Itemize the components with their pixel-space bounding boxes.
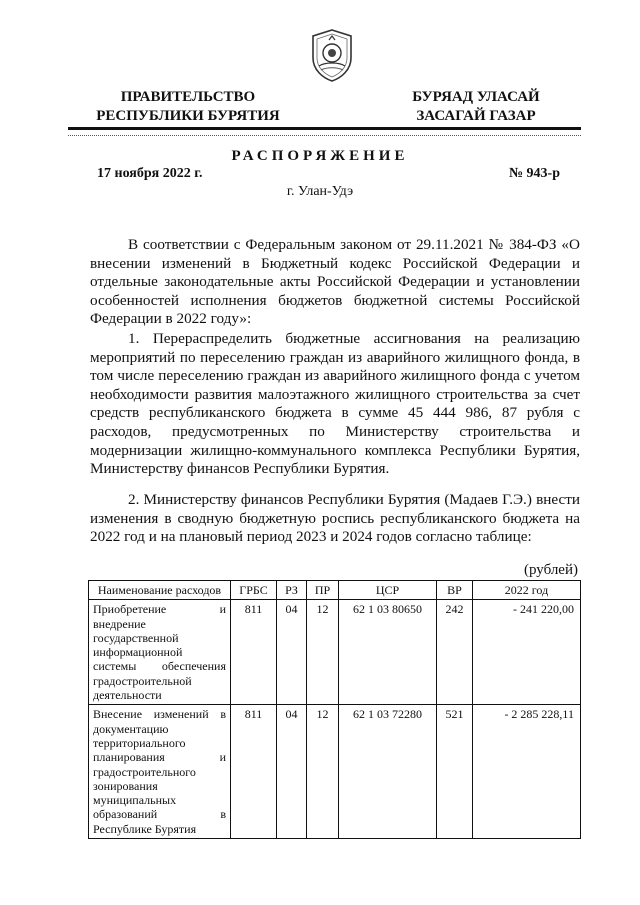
table-row: [89, 705, 581, 839]
header-csr: ЦСР: [339, 581, 437, 600]
paragraph-item-1: 1. Перераспределить бюджетные ассигнования на реализацию мероприятий по переселению граждан из аварийного жилищного фонда, в том числе переселению граждан из аварийного жилищного фонда с учетом необходимости развития малоэтажного жилищного строительства за счет средств республиканского бюджета в сумме 45 444 986, 87 рубля с расходов, предусмотренных по Министерству строительства и модернизации жилищно-коммунального комплекса Республики Бурятия, Министерству финансов Республики Бурятия.: [90, 330, 580, 478]
government-name: [88, 88, 288, 126]
cell-rz: 04: [277, 600, 307, 705]
coat-of-arms-icon: [307, 28, 357, 82]
header-name: Наименование расходов: [89, 581, 231, 600]
budget-table: [88, 580, 581, 839]
government-name-line1: ПРАВИТЕЛЬСТВО: [120, 89, 256, 105]
table-row: [89, 600, 581, 705]
header-rz: РЗ: [277, 581, 307, 600]
cell-grbs: 811: [231, 705, 277, 839]
government-name-buryat-line2: ЗАСАГАЙ ГАЗАР: [416, 108, 536, 124]
cell-amount: - 2 285 228,11: [473, 705, 581, 839]
document-title: РАСПОРЯЖЕНИЕ: [231, 148, 409, 164]
document-number: № 943-р: [508, 166, 560, 181]
paragraph-preamble: В соответствии с Федеральным законом от 29.11.2021 № 384-ФЗ «О внесении изменений в Бюджетный кодекс Российской Федерации и отдельные законодательные акты Российской Федерации и установлении особенностей исполнения бюджетов бюджетной системы Российской Федерации в 2022 году»:: [90, 236, 580, 328]
cell-name: Внесение изменений в документацию территориального планирования и градостроительного зонирования муниципальных образований в Республике Бурятия: [89, 705, 231, 839]
cell-pr: 12: [307, 600, 339, 705]
header-vr: ВР: [437, 581, 473, 600]
document-date: 17 ноября 2022 г.: [97, 166, 203, 181]
cell-vr: 521: [437, 705, 473, 839]
government-name-buryat-line1: БУРЯАД УЛАСАЙ: [412, 89, 540, 105]
paragraph-item-2: 2. Министерству финансов Республики Бурятия (Мадаев Г.Э.) внести изменения в сводную бюджетную роспись республиканского бюджета на 2022 год и на плановый период 2023 и 2024 годов согласно таблице:: [90, 491, 580, 546]
cell-pr: 12: [307, 705, 339, 839]
cell-grbs: 811: [231, 600, 277, 705]
document-city: г. Улан-Удэ: [286, 184, 354, 199]
table-header-row: [89, 581, 581, 600]
cell-name: Приобретение и внедрение государственной информационной системы обеспечения градостроительной деятельности: [89, 600, 231, 705]
government-name-line2: РЕСПУБЛИКИ БУРЯТИЯ: [96, 108, 280, 124]
cell-csr: 62 1 03 80650: [339, 600, 437, 705]
government-name-buryat: [390, 88, 562, 126]
header-grbs: ГРБС: [231, 581, 277, 600]
cell-rz: 04: [277, 705, 307, 839]
header-year: 2022 год: [473, 581, 581, 600]
header-divider-dotted: [68, 135, 581, 136]
cell-csr: 62 1 03 72280: [339, 705, 437, 839]
cell-amount: - 241 220,00: [473, 600, 581, 705]
header-pr: ПР: [307, 581, 339, 600]
header-divider: [68, 127, 581, 130]
cell-vr: 242: [437, 600, 473, 705]
table-unit: (рублей): [523, 562, 578, 578]
